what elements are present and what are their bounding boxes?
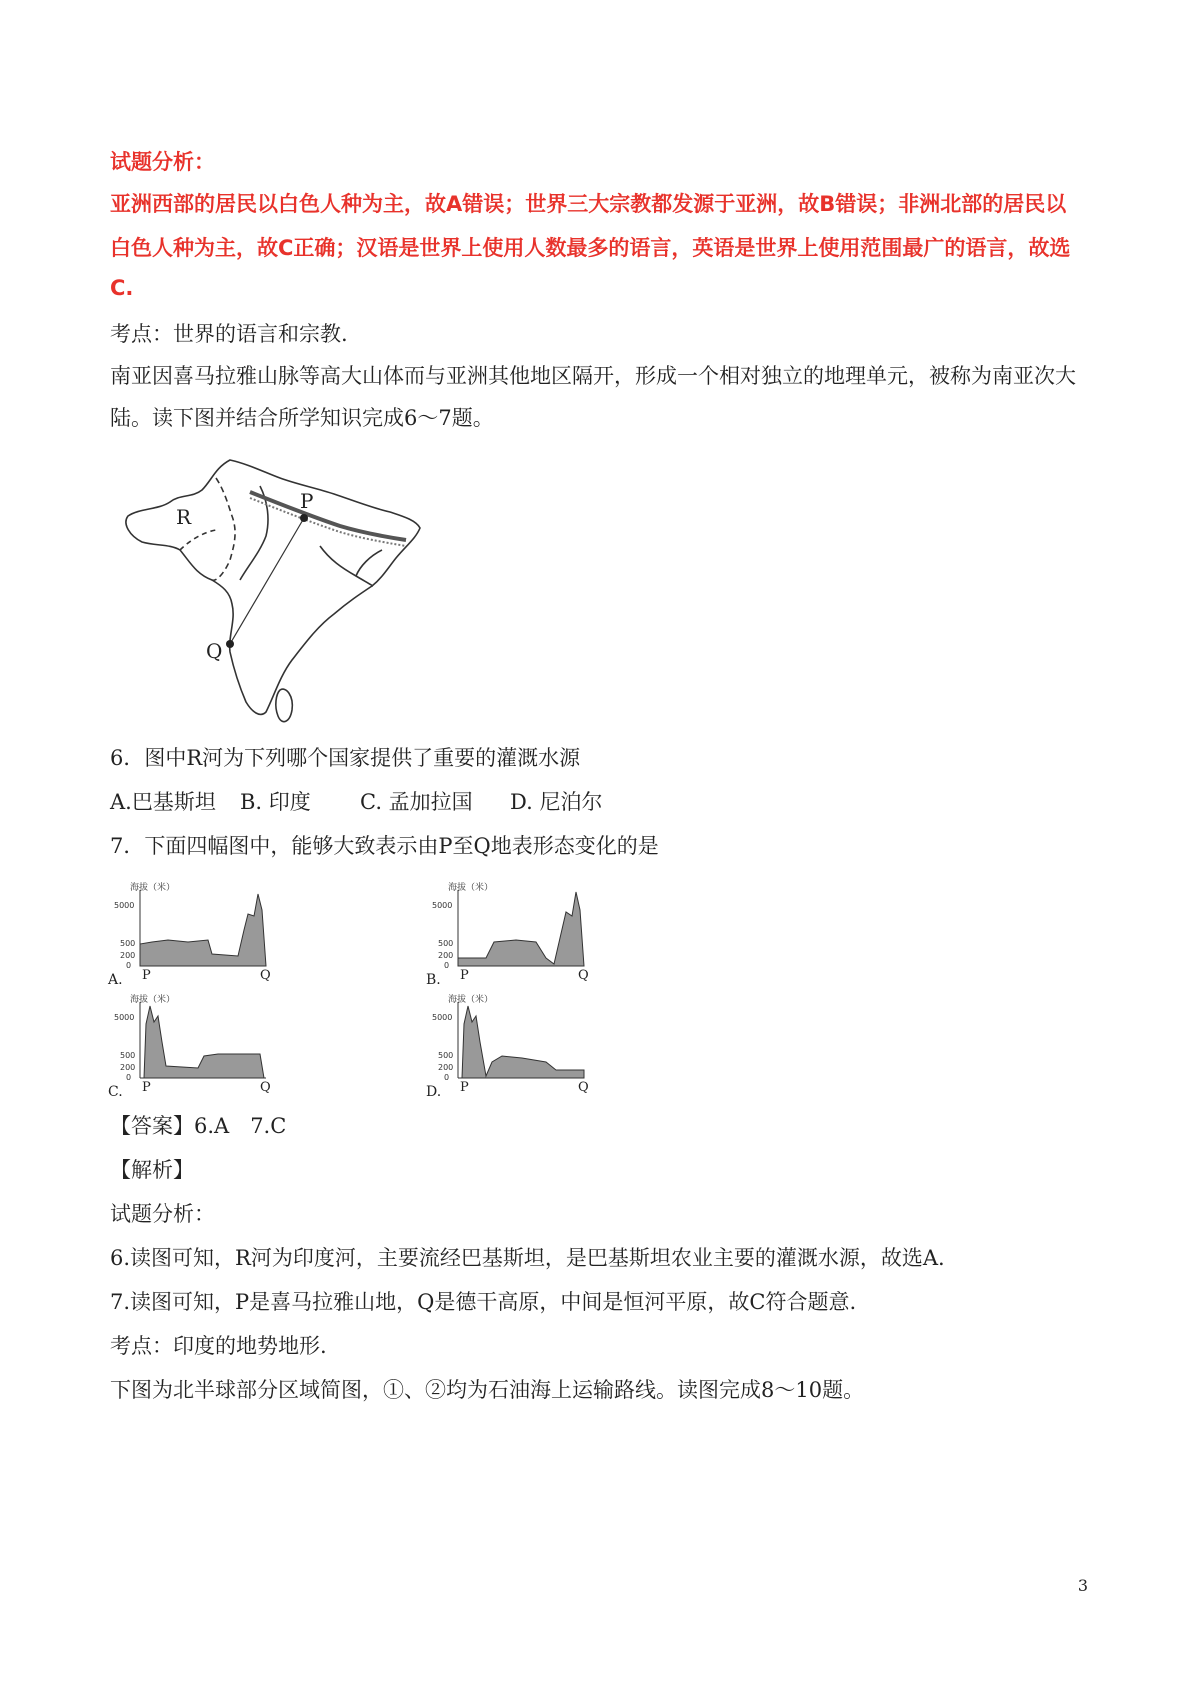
q6-option-d: D. 尼泊尔 — [510, 790, 603, 814]
profile-a-end: Q — [260, 968, 271, 983]
profile-b-axis-label: 海拔（米） — [448, 883, 494, 893]
profile-b-end: Q — [578, 968, 589, 983]
profile-c-tick-200: 200 — [120, 1063, 136, 1072]
profile-a — [108, 880, 278, 988]
profile-c-axis-label: 海拔（米） — [130, 995, 176, 1005]
map-label-p: P — [300, 489, 314, 513]
answer-6-explanation: 6.读图可知，R河为印度河，主要流经巴基斯坦，是巴基斯坦农业主要的灌溉水源，故选A. — [110, 1246, 945, 1270]
question-6-options — [110, 786, 602, 816]
profile-c-start: P — [142, 1080, 151, 1095]
profile-d — [426, 992, 596, 1100]
analysis-title: 试题分析： — [110, 150, 215, 174]
point-q-marker — [226, 640, 234, 648]
page-number: 3 — [1077, 1576, 1088, 1595]
profile-a-tick-0: 0 — [126, 961, 132, 970]
profile-b-tick-500: 500 — [438, 939, 454, 948]
profile-d-tick-500: 500 — [438, 1051, 454, 1060]
next-question-intro: 下图为北半球部分区域简图，①、②均为石油海上运输路线。读图完成8～10题。 — [110, 1378, 865, 1402]
q6-option-c: C. 孟加拉国 — [360, 790, 473, 814]
question-6: 6．图中R河为下列哪个国家提供了重要的灌溉水源 — [110, 746, 581, 770]
profile-d-tick-200: 200 — [438, 1063, 454, 1072]
kaodian-language-religion: 考点：世界的语言和宗教. — [110, 322, 348, 346]
answer: 【答案】6.A 7.C — [110, 1114, 287, 1138]
profile-d-axis-label: 海拔（米） — [448, 995, 494, 1005]
profile-d-end: Q — [578, 1080, 589, 1095]
profile-d-tick-5000: 5000 — [432, 1013, 453, 1022]
analysis-text-line-3: C. — [110, 276, 134, 300]
profile-a-tick-5000: 5000 — [114, 901, 135, 910]
south-asia-map — [120, 450, 430, 740]
profile-c-area — [144, 1006, 264, 1078]
profile-a-start: P — [142, 968, 151, 983]
jiexi-heading: 【解析】 — [110, 1158, 194, 1182]
profile-d-tick-0: 0 — [444, 1073, 450, 1082]
analysis2-title: 试题分析： — [110, 1202, 215, 1226]
profile-c-letter: C. — [108, 1084, 123, 1100]
profile-b-area — [458, 892, 584, 966]
map-label-r: R — [176, 505, 192, 529]
map-label-q: Q — [206, 639, 223, 663]
intro-south-asia-line-1: 南亚因喜马拉雅山脉等高大山体而与亚洲其他地区隔开，形成一个相对独立的地理单元，被称为南亚次大 — [110, 364, 1076, 388]
intro-south-asia-line-2: 陆。读下图并结合所学知识完成6～7题。 — [110, 406, 494, 430]
profile-d-area — [462, 1006, 584, 1078]
profile-b-start: P — [460, 968, 469, 983]
profile-a-axis-label: 海拔（米） — [130, 883, 176, 893]
profile-b-tick-0: 0 — [444, 961, 450, 970]
profile-c — [108, 992, 278, 1100]
profile-b — [426, 880, 596, 988]
profile-d-letter: D. — [426, 1084, 442, 1100]
profile-d-start: P — [460, 1080, 469, 1095]
profile-a-tick-200: 200 — [120, 951, 136, 960]
answer-7-explanation: 7.读图可知，P是喜马拉雅山地，Q是德干高原，中间是恒河平原，故C符合题意. — [110, 1290, 857, 1314]
profile-a-area — [140, 894, 266, 966]
question-7: 7．下面四幅图中，能够大致表示由P至Q地表形态变化的是 — [110, 834, 659, 858]
profile-c-tick-0: 0 — [126, 1073, 132, 1082]
profile-a-tick-500: 500 — [120, 939, 136, 948]
analysis-text-line-1: 亚洲西部的居民以白色人种为主，故A错误；世界三大宗教都发源于亚洲，故B错误；非洲北部的居民以 — [110, 192, 1067, 216]
point-p-marker — [300, 514, 308, 522]
profile-c-end: Q — [260, 1080, 271, 1095]
profile-c-tick-500: 500 — [120, 1051, 136, 1060]
profile-b-letter: B. — [426, 972, 441, 988]
q6-option-b: B. 印度 — [240, 790, 311, 814]
q6-option-a: A.巴基斯坦 — [110, 790, 216, 814]
analysis-text-line-2: 白色人种为主，故C正确；汉语是世界上使用人数最多的语言，英语是世界上使用范围最广的语言，故选 — [110, 236, 1071, 260]
kaodian-india-terrain: 考点：印度的地势地形. — [110, 1334, 327, 1358]
profile-c-tick-5000: 5000 — [114, 1013, 135, 1022]
profile-a-letter: A. — [108, 972, 123, 988]
profile-b-tick-200: 200 — [438, 951, 454, 960]
profile-b-tick-5000: 5000 — [432, 901, 453, 910]
